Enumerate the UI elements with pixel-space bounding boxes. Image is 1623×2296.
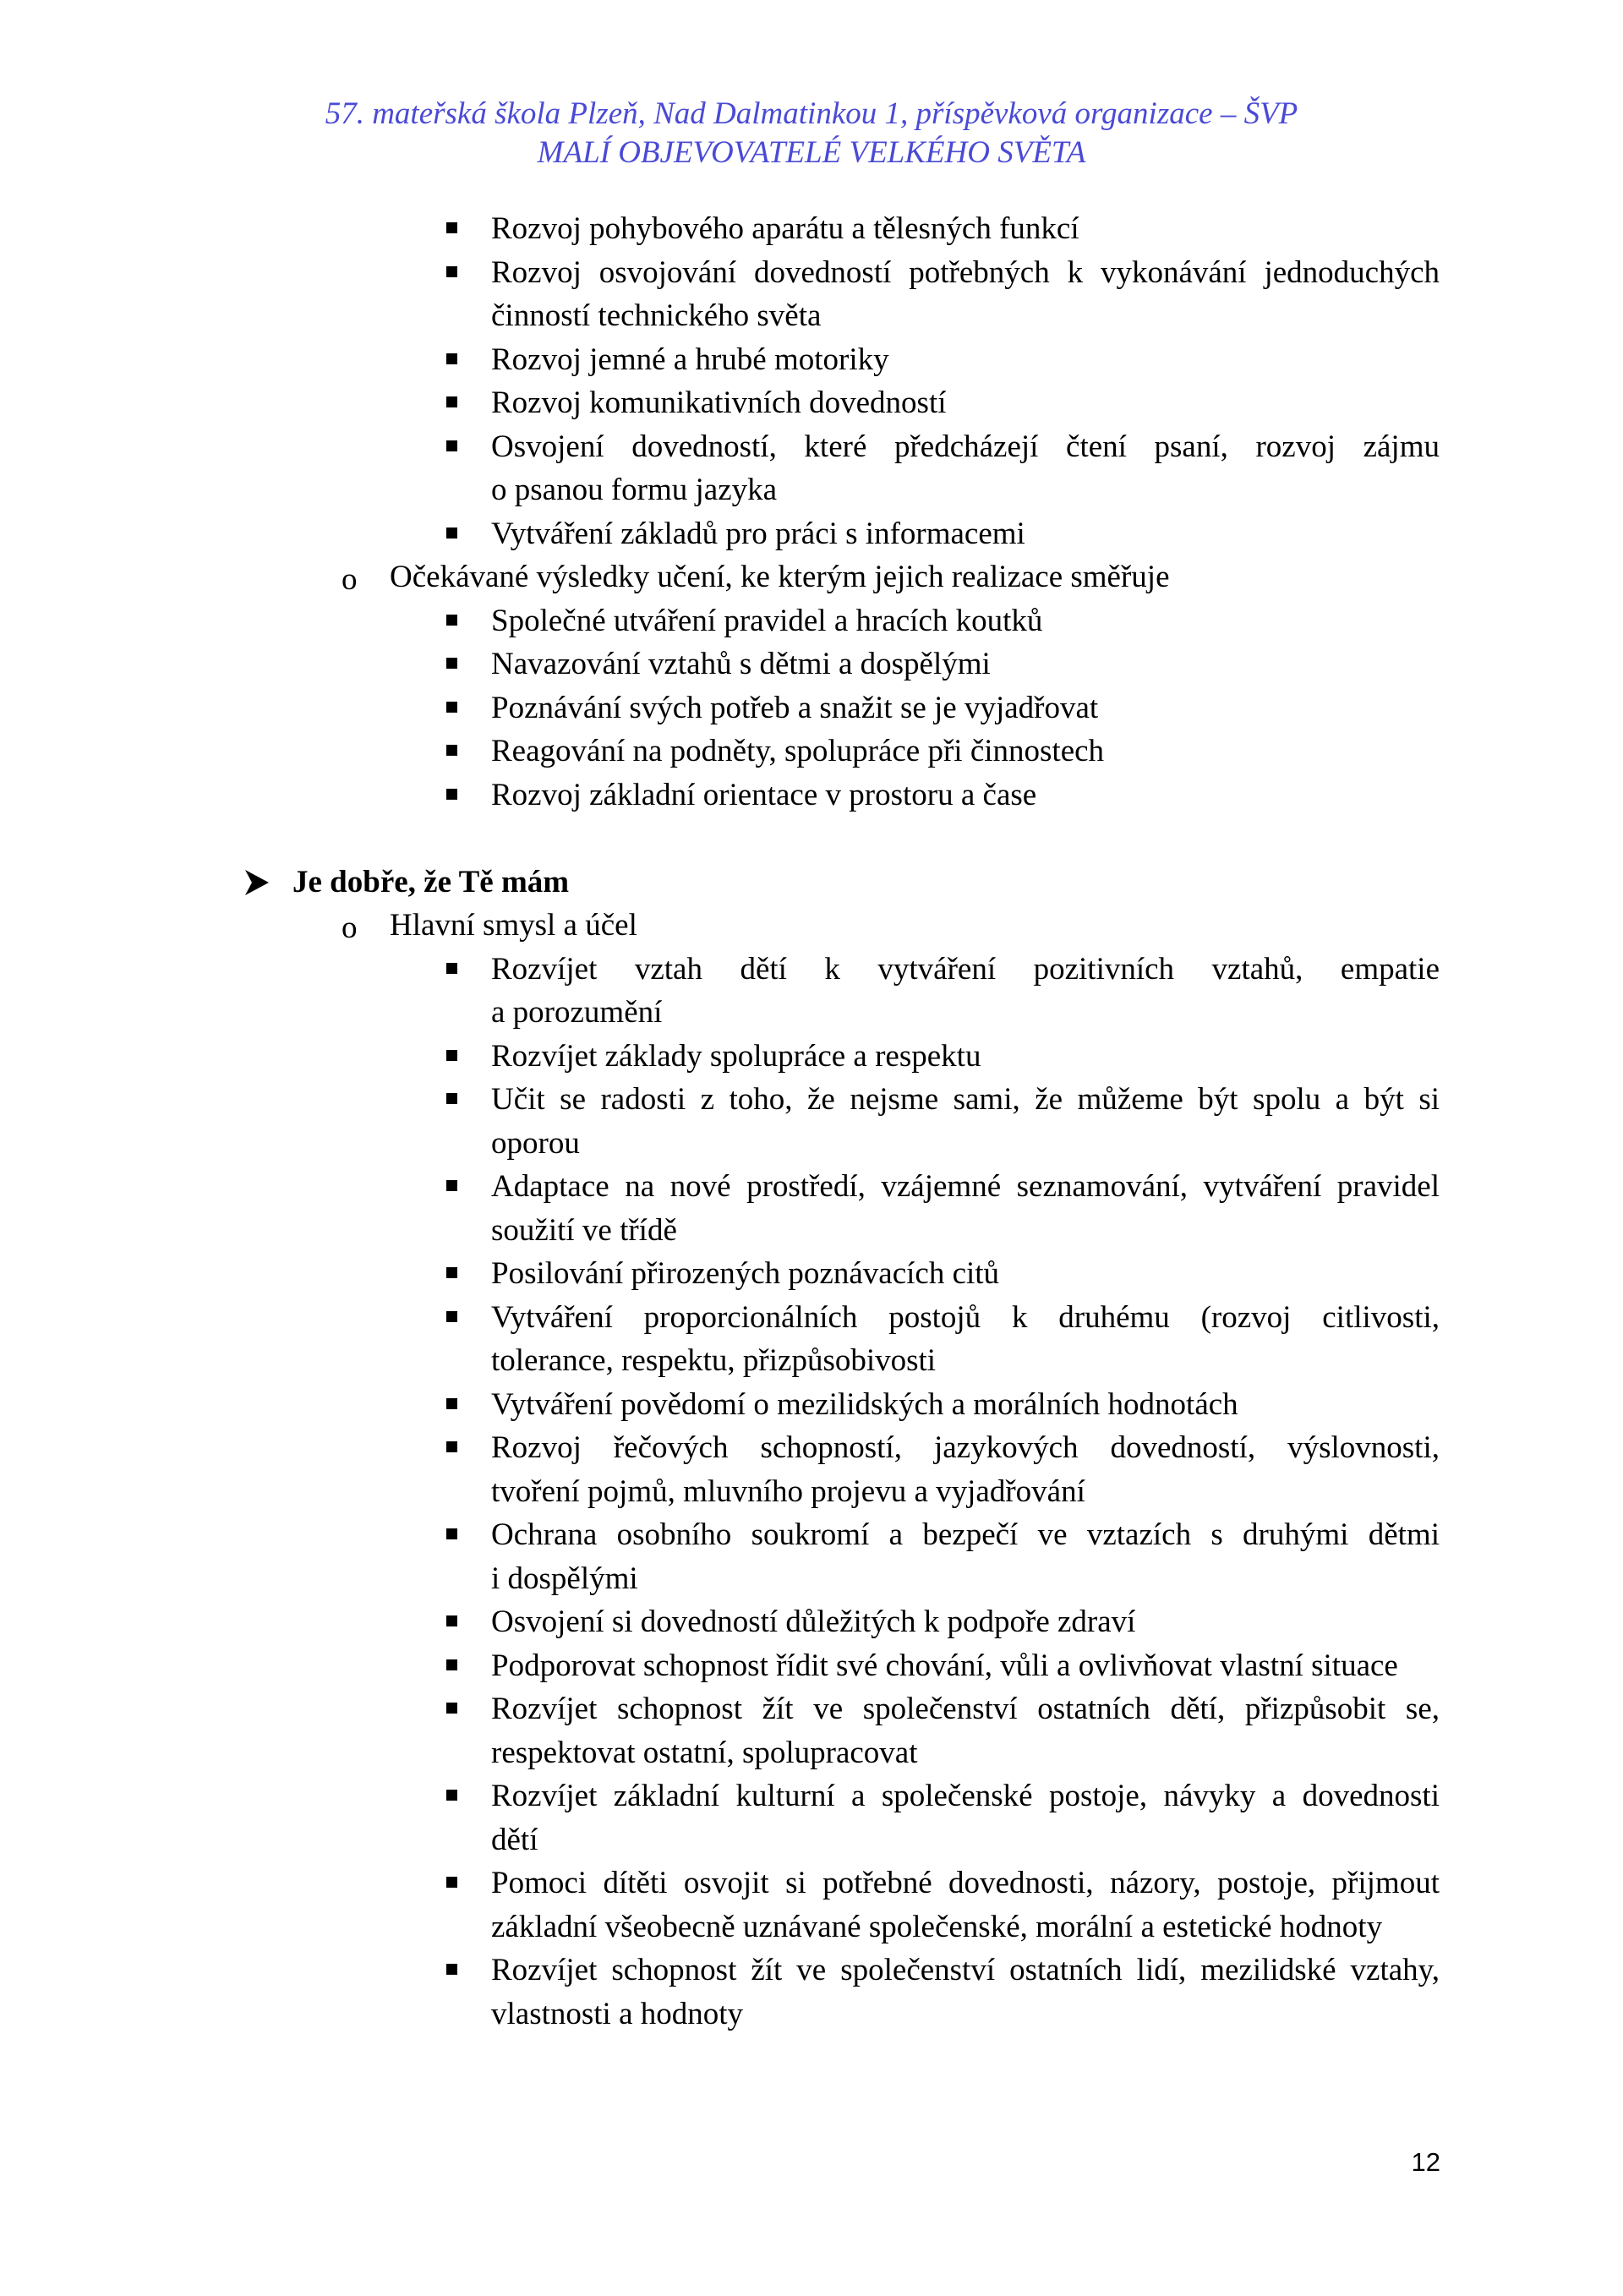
list-item-text: soužití ve třídě — [491, 1213, 677, 1248]
list-item-text: Ochrana osobního soukromí a bezpečí ve vztazích s druhými dětmi — [491, 1517, 1440, 1552]
section2-goal-item — [0, 1035, 1623, 1079]
square-bullet-icon — [446, 528, 457, 538]
list-item-text: Reagování na podněty, spolupráce při činnostech — [491, 734, 1105, 768]
section2-goal-item — [0, 1687, 1623, 1731]
list-item-text: Rozvoj základní orientace v prostoru a čase — [491, 778, 1037, 812]
list-item-text: Osvojení si dovedností důležitých k podpoře zdraví — [491, 1604, 1136, 1639]
section1-goal-item — [0, 338, 1623, 382]
circle-bullet-icon: o — [342, 910, 358, 945]
section1-result-item — [0, 686, 1623, 730]
list-item-text: Rozvíjet schopnost žít ve společenství ostatních lidí, mezilidské vztahy, — [491, 1953, 1440, 1987]
section2-goal-item — [0, 1252, 1623, 1296]
list-item-text: činností technického světa — [491, 298, 822, 333]
section1-result-item — [0, 599, 1623, 643]
square-bullet-icon — [446, 1964, 457, 1975]
square-bullet-icon — [446, 1267, 457, 1278]
section2-goal-item — [0, 1774, 1623, 1818]
list-item-text: a porozumění — [491, 995, 663, 1030]
list-item-text: tvoření pojmů, mluvního projevu a vyjadřování — [491, 1474, 1085, 1509]
list-item-text: základní všeobecně uznávané společenské, morální a estetické hodnoty — [491, 1910, 1383, 1944]
section2-goal-item — [0, 1296, 1623, 1340]
list-item-text: dětí — [491, 1823, 538, 1857]
square-bullet-icon — [446, 222, 457, 233]
list-item-text: Vytváření proporcionálních postojů k druhému (rozvoj citlivosti, — [491, 1300, 1440, 1335]
square-bullet-icon — [446, 1441, 457, 1452]
section1-result-item — [0, 774, 1623, 817]
section2-goal-item — [0, 948, 1623, 992]
square-bullet-icon — [446, 1703, 457, 1714]
square-bullet-icon — [446, 353, 457, 364]
section2-goal-item — [0, 1818, 1623, 1862]
list-item-text: Rozvoj komunikativních dovedností — [491, 385, 947, 420]
section-title: Je dobře, že Tě mám — [292, 865, 570, 899]
section2-goal-item — [0, 991, 1623, 1035]
subheading-text: Hlavní smysl a účel — [390, 908, 637, 943]
section1-goal-item — [0, 468, 1623, 512]
circle-bullet-icon: o — [342, 562, 358, 597]
page-header — [0, 95, 1623, 172]
section2-goal-item — [0, 1209, 1623, 1253]
square-bullet-icon — [446, 440, 457, 451]
list-item-text: Učit se radosti z toho, že nejsme sami, že můžeme být spolu a být si — [491, 1082, 1440, 1117]
list-item-text: respektovat ostatní, spolupracovat — [491, 1736, 918, 1770]
list-item-text: Rozvoj jemné a hrubé motoriky — [491, 342, 889, 377]
square-bullet-icon — [446, 1093, 457, 1104]
square-bullet-icon — [446, 396, 457, 407]
list-item-text: Rozvoj pohybového aparátu a tělesných funkcí — [491, 211, 1079, 246]
list-item-text: i dospělými — [491, 1561, 638, 1596]
list-item-text: Adaptace na nové prostředí, vzájemné seznamování, vytváření pravidel — [491, 1169, 1440, 1204]
list-item-text: Poznávání svých potřeb a snažit se je vyjadřovat — [491, 691, 1099, 725]
section2-goal-item — [0, 1861, 1623, 1905]
section2-goal-item — [0, 1426, 1623, 1470]
list-item-text: Rozvoj osvojování dovedností potřebných k vykonávání jednoduchých — [491, 255, 1440, 290]
list-item-text: Rozvíjet vztah dětí k vytváření pozitivních vztahů, empatie — [491, 952, 1440, 987]
page-number: 12 — [1411, 2147, 1440, 2177]
section2-goal-item — [0, 1949, 1623, 1993]
square-bullet-icon — [446, 266, 457, 277]
list-item-text: tolerance, respektu, přizpůsobivosti — [491, 1343, 937, 1378]
list-item-text: oporou — [491, 1126, 580, 1161]
section2-goal-item — [0, 1993, 1623, 2036]
header-school-name: 57. mateřská škola Plzeň, Nad Dalmatinkou 1, příspěvková organizace – ŠVP — [325, 96, 1298, 131]
list-item-text: Společné utváření pravidel a hracích koutků — [491, 604, 1043, 638]
section1-goal-item — [0, 512, 1623, 556]
list-item-text: Rozvoj řečových schopností, jazykových dovedností, výslovnosti, — [491, 1430, 1440, 1465]
section2-goal-item — [0, 1078, 1623, 1122]
section2-goal-item — [0, 1644, 1623, 1688]
square-bullet-icon — [446, 702, 457, 713]
list-item-text: Vytváření povědomí o mezilidských a morálních hodnotách — [491, 1387, 1238, 1422]
square-bullet-icon — [446, 1877, 457, 1888]
section1-goal-item — [0, 381, 1623, 425]
square-bullet-icon — [446, 1398, 457, 1409]
section2-heading — [0, 861, 1623, 905]
section1-goal-item — [0, 425, 1623, 469]
square-bullet-icon — [446, 1615, 457, 1626]
square-bullet-icon — [446, 615, 457, 626]
list-item-text: Osvojení dovedností, které předcházejí čtení psaní, rozvoj zájmu — [491, 429, 1440, 464]
section1-expected-results-heading — [0, 555, 1623, 599]
section1-result-item — [0, 642, 1623, 686]
header-program-title: MALÍ OBJEVOVATELÉ VELKÉHO SVĚTA — [537, 135, 1086, 170]
section1-result-item — [0, 730, 1623, 774]
square-bullet-icon — [446, 1050, 457, 1061]
list-item-text: Rozvíjet schopnost žít ve společenství ostatních dětí, přizpůsobit se, — [491, 1692, 1440, 1726]
subheading-text: Očekávané výsledky učení, ke kterým jejich realizace směřuje — [390, 560, 1170, 594]
square-bullet-icon — [446, 789, 457, 800]
list-item-text: Vytváření základů pro práci s informacemi — [491, 517, 1025, 551]
arrow-bullet-icon — [245, 870, 269, 895]
list-item-text: o psanou formu jazyka — [491, 473, 778, 507]
section2-goal-item — [0, 1557, 1623, 1601]
square-bullet-icon — [446, 963, 457, 974]
section2-goal-item — [0, 1122, 1623, 1166]
square-bullet-icon — [446, 745, 457, 756]
section2-goal-item — [0, 1600, 1623, 1644]
square-bullet-icon — [446, 1528, 457, 1539]
square-bullet-icon — [446, 1311, 457, 1322]
section2-goal-item — [0, 1383, 1623, 1427]
section2-goal-item — [0, 1339, 1623, 1383]
square-bullet-icon — [446, 1180, 457, 1191]
list-item-text: Posilování přirozených poznávacích citů — [491, 1256, 1000, 1291]
list-item-text: Podporovat schopnost řídit své chování, vůli a ovlivňovat vlastní situace — [491, 1648, 1398, 1683]
list-item-text: Rozvíjet základní kulturní a společenské postoje, návyky a dovednosti — [491, 1779, 1440, 1813]
section2-goal-item — [0, 1165, 1623, 1209]
list-item-text: Navazování vztahů s dětmi a dospělými — [491, 647, 991, 681]
list-item-text: Rozvíjet základy spolupráce a respektu — [491, 1039, 981, 1074]
section2-goal-item — [0, 1731, 1623, 1775]
list-item-text: Pomoci dítěti osvojit si potřebné dovednosti, názory, postoje, přijmout — [491, 1866, 1440, 1900]
section1-goal-item — [0, 294, 1623, 338]
square-bullet-icon — [446, 1790, 457, 1801]
section1-goal-item — [0, 207, 1623, 251]
square-bullet-icon — [446, 658, 457, 669]
section2-goal-item — [0, 1513, 1623, 1557]
section2-goal-item — [0, 1470, 1623, 1514]
section1-goal-item — [0, 251, 1623, 295]
square-bullet-icon — [446, 1659, 457, 1670]
section2-purpose-heading — [0, 904, 1623, 948]
section2-goal-item — [0, 1905, 1623, 1949]
list-item-text: vlastnosti a hodnoty — [491, 1997, 744, 2031]
